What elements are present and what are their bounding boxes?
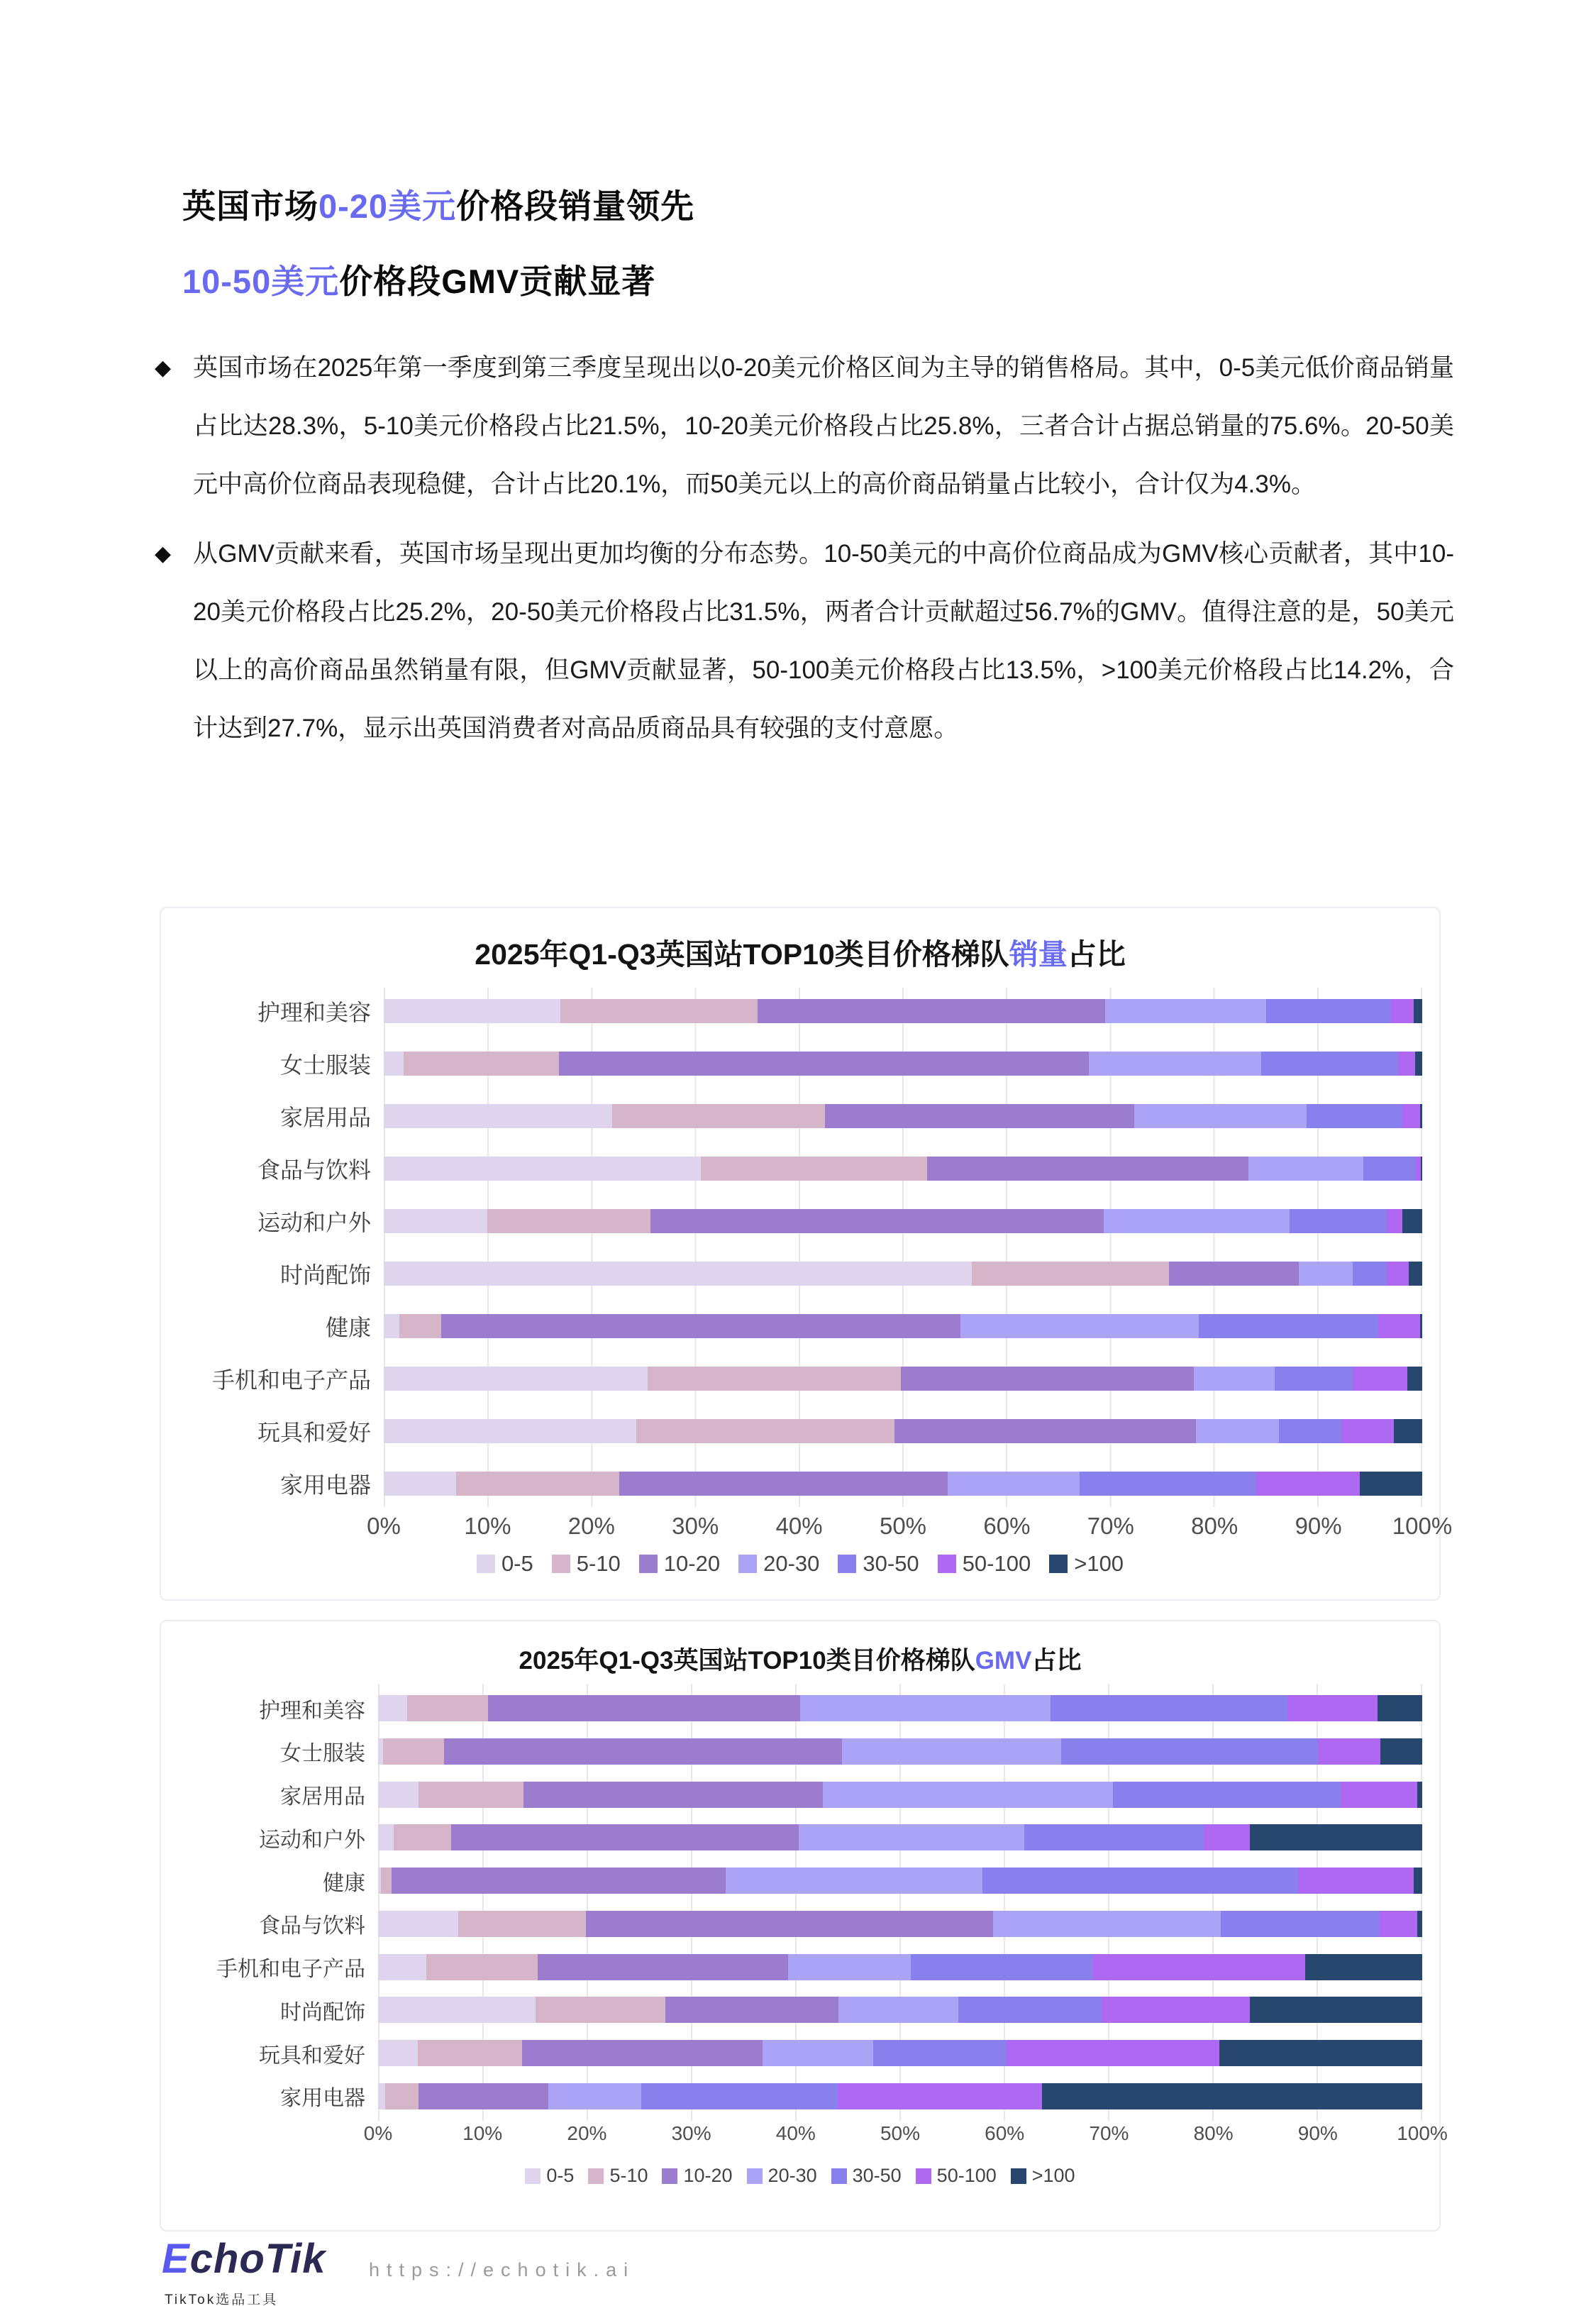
bar-segment-10-20 — [1169, 1262, 1299, 1286]
bar-segment-50-100 — [838, 2083, 1043, 2109]
category-label: 运动和户外 — [259, 1828, 365, 1852]
bar-segment-50-100 — [1318, 1738, 1380, 1765]
bar-segment->100 — [1219, 2040, 1422, 2066]
page-title-line1 — [182, 169, 694, 244]
category-label: 时尚配饰 — [280, 2000, 365, 2024]
bar-segment-5-10 — [426, 1954, 538, 1980]
echotik-logo — [162, 2235, 326, 2283]
bar-segment-5-10 — [399, 1314, 441, 1338]
bar-segment-0-5 — [378, 2083, 385, 2109]
bar-segment-30-50 — [1261, 1052, 1398, 1076]
legend-swatch — [916, 2168, 931, 2184]
bar-segment-50-100 — [1402, 1104, 1420, 1128]
bar-segment-5-10 — [407, 1695, 487, 1721]
x-tick-label: 10% — [464, 1513, 511, 1539]
bar-segment->100 — [1250, 1824, 1422, 1850]
bar-segment-30-50 — [1353, 1262, 1387, 1286]
bar-segment-0-5 — [378, 1782, 419, 1808]
bar-segment-10-20 — [665, 1997, 838, 2023]
bar-segment-20-30 — [1089, 1052, 1261, 1076]
stacked-bar — [384, 999, 1422, 1023]
x-tick-label: 100% — [1397, 2122, 1448, 2144]
legend-swatch — [552, 1555, 570, 1573]
legend-label: 30-50 — [852, 2165, 902, 2186]
summary-section — [155, 339, 1454, 769]
diamond-bullet-icon: ◆ — [155, 542, 172, 566]
bar-segment-30-50 — [1221, 1911, 1380, 1937]
bar-segment-20-30 — [960, 1314, 1199, 1338]
title-text: 英国市场 — [182, 187, 318, 225]
diamond-bullet-icon: ◆ — [155, 356, 172, 380]
x-tick-label: 0% — [363, 2122, 393, 2144]
x-tick-label: 70% — [1089, 2122, 1129, 2144]
bar-segment-20-30 — [948, 1472, 1080, 1496]
bar-segment->100 — [1394, 1419, 1422, 1443]
bar-segment-50-100 — [1341, 1782, 1417, 1808]
x-tick-label: 30% — [671, 2122, 711, 2144]
legend-item — [916, 2165, 997, 2187]
bar-segment-30-50 — [1290, 1209, 1387, 1233]
bar-segment-30-50 — [1363, 1157, 1417, 1181]
bar-segment->100 — [1420, 1104, 1422, 1128]
x-axis — [363, 2122, 1448, 2151]
x-tick-label: 80% — [1193, 2122, 1234, 2144]
bar-segment-20-30 — [726, 1868, 982, 1894]
bar-segment-30-50 — [1113, 1782, 1341, 1808]
bar-segment-50-100 — [1102, 1997, 1250, 2023]
bar-segment-10-20 — [619, 1472, 948, 1496]
bar-segment-5-10 — [612, 1104, 825, 1128]
x-axis — [367, 1513, 1453, 1541]
legend-swatch — [662, 2168, 677, 2184]
bar-segment-50-100 — [1298, 1868, 1414, 1894]
bar-segment-10-20 — [444, 1738, 842, 1765]
bar-segment-50-100 — [1387, 1262, 1409, 1286]
bar-segment-20-30 — [993, 1911, 1221, 1937]
bar-segment-5-10 — [701, 1157, 927, 1181]
x-tick-label: 60% — [983, 1513, 1031, 1539]
category-label: 食品与饮料 — [259, 1914, 365, 1938]
bar-segment-50-100 — [1416, 1157, 1421, 1181]
legend-swatch — [525, 2168, 541, 2184]
category-label: 健康 — [323, 1871, 365, 1895]
bar-segment-30-50 — [1024, 1824, 1204, 1850]
stacked-bar — [384, 1472, 1422, 1496]
bar-segment-20-30 — [799, 1824, 1024, 1850]
legend — [161, 1551, 1439, 1577]
legend-label: 20-30 — [763, 1551, 820, 1576]
bar-segment-0-5 — [384, 1052, 404, 1076]
category-label: 女士服装 — [280, 1742, 365, 1766]
bar-segment-0-5 — [384, 1209, 487, 1233]
bar-segment-50-100 — [1204, 1824, 1250, 1850]
bar-segment->100 — [1420, 1314, 1422, 1338]
legend-item — [525, 2165, 574, 2187]
category-label: 食品与饮料 — [257, 1157, 371, 1183]
bar-segment-5-10 — [394, 1824, 451, 1850]
gmv-share-chart-card — [160, 1620, 1448, 2231]
bar-segment-10-20 — [586, 1911, 993, 1937]
bar-segment-0-5 — [378, 1695, 407, 1721]
stacked-bar — [384, 1157, 1422, 1181]
logo-tagline: TikTok选品工具 — [165, 2293, 279, 2306]
bar-segment-10-20 — [488, 1695, 800, 1721]
legend-swatch — [831, 2168, 847, 2184]
bar-segment-0-5 — [384, 1472, 456, 1496]
bar-segment->100 — [1407, 1367, 1422, 1391]
bar-segment-50-100 — [1353, 1367, 1408, 1391]
category-label: 时尚配饰 — [279, 1262, 371, 1288]
stacked-bar — [378, 1868, 1422, 1894]
category-label: 家居用品 — [279, 1105, 371, 1130]
bar-segment-20-30 — [800, 1695, 1051, 1721]
bar-segment-5-10 — [404, 1052, 560, 1076]
bar-segment-5-10 — [456, 1472, 619, 1496]
category-label: 玩具和爱好 — [259, 2043, 365, 2068]
chart-title-text: 2025年Q1-Q3英国站TOP10类目价格梯队 — [475, 938, 1009, 971]
x-tick-label: 100% — [1392, 1513, 1453, 1539]
bar-segment-30-50 — [911, 1954, 1094, 1980]
legend-item — [838, 1551, 919, 1577]
bar-segment-10-20 — [451, 1824, 799, 1850]
bar-segment-20-30 — [842, 1738, 1061, 1765]
legend-item — [477, 1551, 533, 1577]
bar-segment-50-100 — [1391, 999, 1414, 1023]
bar-segment-0-5 — [384, 1262, 972, 1286]
bar-segment-10-20 — [522, 2040, 763, 2066]
chart-row — [172, 1738, 1422, 1765]
stacked-bar — [384, 1052, 1422, 1076]
bar-segment-10-20 — [758, 999, 1105, 1023]
bar-segment-10-20 — [392, 1868, 726, 1894]
chart-row — [172, 1262, 1422, 1286]
bar-segment-30-50 — [1279, 1419, 1341, 1443]
bar-segment-50-100 — [1387, 1209, 1402, 1233]
bar-segment->100 — [1414, 999, 1422, 1023]
bar-segment-20-30 — [1104, 1209, 1290, 1233]
legend-label: 10-20 — [663, 1551, 721, 1576]
bar-segment-30-50 — [958, 1997, 1102, 2023]
chart-row — [172, 1911, 1422, 1937]
x-tick-label: 0% — [367, 1513, 401, 1539]
legend-item — [1049, 1551, 1124, 1577]
title-highlight: 10-50美元 — [182, 263, 340, 300]
category-label: 玩具和爱好 — [257, 1420, 371, 1445]
bar-segment->100 — [1042, 2083, 1422, 2109]
bar-segment-0-5 — [378, 1997, 536, 2023]
stacked-bar — [378, 2083, 1422, 2109]
x-tick-label: 60% — [985, 2122, 1025, 2144]
legend-label: 0-5 — [546, 2165, 575, 2186]
x-tick-label: 90% — [1297, 2122, 1338, 2144]
bar-segment->100 — [1305, 1954, 1422, 1980]
bar-segment-10-20 — [901, 1367, 1194, 1391]
bar-segment-50-100 — [1287, 1695, 1378, 1721]
bar-segment-10-20 — [538, 1954, 788, 1980]
x-tick-label: 10% — [462, 2122, 503, 2144]
chart-title-text: 占比 — [1067, 938, 1126, 971]
legend-label: 5-10 — [576, 1551, 621, 1576]
legend-label: >100 — [1031, 2165, 1075, 2186]
legend-label: 30-50 — [863, 1551, 919, 1576]
x-tick-label: 50% — [879, 1513, 927, 1539]
legend-item — [588, 2165, 648, 2187]
bar-segment-30-50 — [641, 2083, 838, 2109]
bar-segment-5-10 — [648, 1367, 901, 1391]
bar-segment-5-10 — [487, 1209, 650, 1233]
legend-swatch — [639, 1555, 658, 1573]
page-title — [182, 169, 694, 319]
bar-segment-0-5 — [384, 1157, 701, 1181]
bar-segment-0-5 — [378, 1954, 426, 1980]
chart-row — [172, 1052, 1422, 1076]
bar-segment-50-100 — [1380, 1911, 1417, 1937]
logo-rest: choTik — [189, 2236, 326, 2282]
bar-segment->100 — [1378, 1695, 1422, 1721]
bar-segment-5-10 — [418, 2040, 522, 2066]
legend-label: 50-100 — [936, 2165, 997, 2186]
bar-segment-50-100 — [1007, 2040, 1219, 2066]
bar-segment-10-20 — [559, 1052, 1089, 1076]
bar-segment-5-10 — [636, 1419, 895, 1443]
category-label: 护理和美容 — [259, 1699, 365, 1723]
bar-segment-30-50 — [1061, 1738, 1318, 1765]
category-label: 手机和电子产品 — [216, 1958, 365, 1982]
bar-segment-50-100 — [1093, 1954, 1305, 1980]
bar-segment-30-50 — [1080, 1472, 1256, 1496]
bar-segment-30-50 — [1266, 999, 1391, 1023]
category-label: 护理和美容 — [257, 1000, 371, 1025]
chart-row — [172, 1824, 1422, 1850]
bar-segment->100 — [1380, 1738, 1422, 1765]
site-url-link[interactable]: https://echotik.ai — [369, 2259, 636, 2280]
bar-segment-20-30 — [1299, 1262, 1353, 1286]
category-label: 家居用品 — [280, 1785, 365, 1809]
bar-segment-50-100 — [1378, 1314, 1420, 1338]
legend-item — [738, 1551, 819, 1577]
legend-swatch — [1049, 1555, 1068, 1573]
bar-segment-30-50 — [873, 2040, 1007, 2066]
chart-row — [172, 1954, 1422, 1980]
bar-segment-10-20 — [650, 1209, 1103, 1233]
legend — [161, 2165, 1439, 2187]
stacked-bar — [378, 2040, 1422, 2066]
plot-area — [172, 999, 1422, 1496]
title-highlight: 0-20美元 — [318, 187, 457, 225]
x-tick-label: 40% — [775, 2122, 816, 2144]
x-tick-label: 90% — [1295, 1513, 1342, 1539]
stacked-bar — [378, 1782, 1422, 1808]
bar-segment-5-10 — [385, 2083, 419, 2109]
bar-segment-0-5 — [384, 1104, 612, 1128]
bar-segment-20-30 — [1134, 1104, 1307, 1128]
bar-segment-0-5 — [378, 1911, 458, 1937]
legend-label: 20-30 — [767, 2165, 817, 2186]
bar-segment->100 — [1417, 1782, 1422, 1808]
bar-segment-20-30 — [763, 2040, 873, 2066]
bar-segment-0-5 — [384, 999, 560, 1023]
stacked-bar — [384, 1262, 1422, 1286]
stacked-bar — [384, 1367, 1422, 1391]
chart-row — [172, 1419, 1422, 1443]
bar-segment-20-30 — [1105, 999, 1266, 1023]
bar-segment->100 — [1402, 1209, 1422, 1233]
chart-title — [161, 931, 1439, 973]
legend-item — [831, 2165, 902, 2187]
summary-paragraph-gmv — [155, 525, 1454, 758]
chart-row — [172, 1314, 1422, 1338]
chart-title-highlight: 销量 — [1009, 938, 1068, 971]
category-label: 女士服装 — [279, 1052, 371, 1078]
bar-segment-5-10 — [383, 1738, 443, 1765]
legend-item — [639, 1551, 720, 1577]
page-title-line2 — [182, 244, 694, 319]
paragraph-text: 英国市场在2025年第一季度到第三季度呈现出以0-20美元价格区间为主导的销售格局。其中，0-5美元低价商品销量占比达28.3%，5-10美元价格段占比21.5%，10-20美元价格段占比25.8%，三者合计占据总销量的75.6%。20-50美元中高价位商品表现稳健，合计占比20.1%，而50美元以上的高价商品销量占比较小，合计仅为4.3%。 — [193, 354, 1454, 498]
stacked-bar — [384, 1419, 1422, 1443]
bar-segment-0-5 — [384, 1367, 648, 1391]
legend-swatch — [1011, 2168, 1026, 2184]
bar-segment-5-10 — [536, 1997, 665, 2023]
chart-title-text: 2025年Q1-Q3英国站TOP10类目价格梯队 — [519, 1647, 975, 1675]
legend-swatch — [588, 2168, 604, 2184]
bar-segment->100 — [1417, 1911, 1422, 1937]
bar-segment-20-30 — [1194, 1367, 1275, 1391]
plot-area — [172, 1695, 1422, 2109]
bar-segment-50-100 — [1398, 1052, 1414, 1076]
summary-paragraph-sales — [155, 339, 1454, 514]
stacked-bar — [378, 1911, 1422, 1937]
x-tick-label: 40% — [775, 1513, 823, 1539]
chart-row — [172, 1157, 1422, 1181]
x-tick-label: 20% — [567, 2122, 607, 2144]
legend-label: 50-100 — [962, 1551, 1031, 1576]
category-label: 家用电器 — [280, 2087, 365, 2111]
chart-row — [172, 999, 1422, 1023]
stacked-bar — [384, 1314, 1422, 1338]
bar-segment-0-5 — [384, 1419, 636, 1443]
chart-title-highlight: GMV — [975, 1647, 1032, 1675]
legend-label: 5-10 — [609, 2165, 648, 2186]
legend-item — [1011, 2165, 1075, 2187]
bar-segment-0-5 — [384, 1314, 399, 1338]
chart-title — [161, 1641, 1439, 1677]
legend-label: 0-5 — [501, 1551, 533, 1576]
chart-row — [172, 1695, 1422, 1721]
chart-title-text: 占比 — [1031, 1647, 1082, 1675]
bar-segment->100 — [1250, 1997, 1422, 2023]
x-tick-label: 70% — [1087, 1513, 1134, 1539]
category-label: 运动和户外 — [257, 1210, 371, 1235]
legend-item — [747, 2165, 817, 2187]
chart-row — [172, 1782, 1422, 1808]
bar-segment->100 — [1409, 1262, 1422, 1286]
chart-row — [172, 1472, 1422, 1496]
chart-row — [172, 2083, 1422, 2109]
bar-segment-0-5 — [378, 1738, 383, 1765]
bar-segment-30-50 — [1051, 1695, 1287, 1721]
bar-segment->100 — [1360, 1472, 1422, 1496]
bar-segment->100 — [1421, 1157, 1422, 1181]
bar-segment-10-20 — [419, 2083, 548, 2109]
bar-segment-5-10 — [560, 999, 758, 1023]
bar-segment-10-20 — [523, 1782, 823, 1808]
bar-segment-20-30 — [788, 1954, 910, 1980]
bar-segment-5-10 — [972, 1262, 1169, 1286]
bar-segment-5-10 — [458, 1911, 586, 1937]
stacked-bar — [384, 1104, 1422, 1128]
title-text: 价格段销量领先 — [456, 187, 695, 225]
x-tick-label: 80% — [1191, 1513, 1238, 1539]
stacked-bar — [378, 1738, 1422, 1765]
bar-segment-5-10 — [381, 1868, 392, 1894]
bar-segment-20-30 — [838, 1997, 958, 2023]
legend-swatch — [738, 1555, 757, 1573]
bar-segment-20-30 — [823, 1782, 1113, 1808]
bar-segment-30-50 — [1199, 1314, 1378, 1338]
legend-swatch — [477, 1555, 495, 1573]
stacked-bar — [384, 1209, 1422, 1233]
bar-segment-30-50 — [982, 1868, 1298, 1894]
category-label: 健康 — [325, 1315, 371, 1340]
legend-item — [662, 2165, 732, 2187]
sales-share-chart-card — [160, 907, 1453, 1601]
bar-segment-0-5 — [378, 1824, 394, 1850]
chart-row — [172, 1868, 1422, 1894]
legend-label: 10-20 — [683, 2165, 733, 2186]
stacked-bar — [378, 1695, 1422, 1721]
bar-segment->100 — [1415, 1052, 1422, 1076]
bar-segment-50-100 — [1341, 1419, 1395, 1443]
chart-row — [172, 1997, 1422, 2023]
bar-segment->100 — [1414, 1868, 1422, 1894]
logo-letter-e: E — [162, 2236, 190, 2282]
chart-row — [172, 2040, 1422, 2066]
bar-segment-10-20 — [441, 1314, 960, 1338]
bar-segment-20-30 — [1196, 1419, 1279, 1443]
chart-row — [172, 1367, 1422, 1391]
bar-segment-10-20 — [825, 1104, 1134, 1128]
stacked-bar — [378, 1954, 1422, 1980]
legend-swatch — [747, 2168, 763, 2184]
bar-segment-5-10 — [419, 1782, 523, 1808]
bar-segment-20-30 — [1248, 1157, 1363, 1181]
x-tick-label: 30% — [672, 1513, 719, 1539]
bar-segment-50-100 — [1256, 1472, 1360, 1496]
bar-segment-20-30 — [548, 2083, 641, 2109]
legend-label: >100 — [1074, 1551, 1124, 1576]
legend-item — [938, 1551, 1031, 1577]
x-tick-label: 20% — [567, 1513, 615, 1539]
stacked-bar — [378, 1824, 1422, 1850]
category-label: 手机和电子产品 — [211, 1367, 371, 1393]
chart-row — [172, 1209, 1422, 1233]
bar-segment-10-20 — [894, 1419, 1196, 1443]
bar-segment-30-50 — [1307, 1104, 1402, 1128]
category-label: 家用电器 — [279, 1472, 371, 1498]
bar-segment-0-5 — [378, 2040, 418, 2066]
x-tick-label: 50% — [880, 2122, 921, 2144]
bar-segment-30-50 — [1275, 1367, 1353, 1391]
legend-item — [552, 1551, 621, 1577]
stacked-bar — [378, 1997, 1422, 2023]
legend-swatch — [938, 1555, 956, 1573]
paragraph-text: 从GMV贡献来看，英国市场呈现出更加均衡的分布态势。10-50美元的中高价位商品成为GMV核心贡献者，其中10-20美元价格段占比25.2%，20-50美元价格段占比31.5%，两者合计贡献超过56.7%的GMV。值得注意的是，50美元以上的高价商品虽然销量有限，但GMV贡献显著，50-100美元价格段占比13.5%，>100美元价格段占比14.2%，合计达到27.7%，显示出英国消费者对高品质商品具有较强的支付意愿。 — [193, 540, 1454, 742]
title-text: 价格段GMV贡献显著 — [339, 263, 656, 300]
chart-row — [172, 1104, 1422, 1128]
bar-segment-10-20 — [927, 1157, 1249, 1181]
legend-swatch — [838, 1555, 856, 1573]
